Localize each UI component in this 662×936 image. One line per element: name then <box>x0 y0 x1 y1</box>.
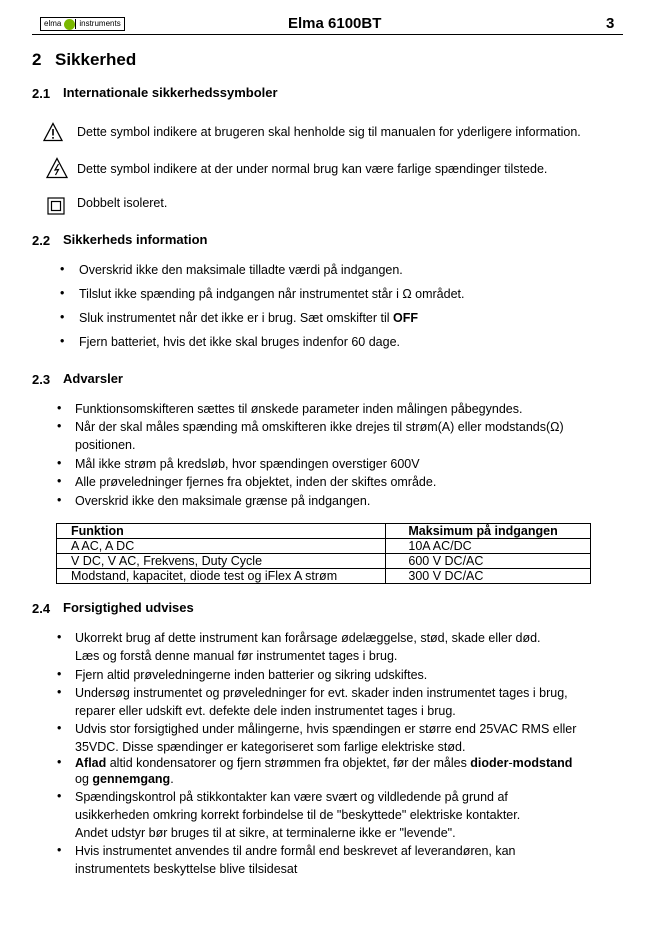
list-item-continuation: Læs og forstå denne manual før instrumentet tages i brug. <box>75 649 398 663</box>
period-text: . <box>170 772 174 786</box>
list-item-continuation: reparer eller udskift evt. defekte dele inden instrumentet tages i brug. <box>75 704 456 718</box>
list-item: Når der skal måles spænding må omskifteren ikke drejes til strøm(A) eller modstands(Ω) <box>75 420 564 434</box>
logo-text-instruments: instruments <box>75 19 123 29</box>
bullet-icon: • <box>57 474 62 488</box>
subsection-2-1-number: 2.1 <box>32 86 51 101</box>
bullet-icon: • <box>57 789 62 803</box>
subsection-2-1-title: Internationale sikkerhedssymboler <box>63 85 278 100</box>
table-row <box>57 569 591 584</box>
list-item: Fjern altid prøveledningerne inden batterier og sikring udskiftes. <box>75 668 428 682</box>
high-voltage-icon <box>46 157 68 184</box>
table-cell-function: Modstand, kapacitet, diode test og iFlex A strøm <box>57 569 386 584</box>
list-item-text: Sluk instrumentet når det ikke er i brug. Sæt omskifter til <box>79 311 394 325</box>
list-item: Mål ikke strøm på kredsløb, hvor spændingen overstiger 600V <box>75 457 420 471</box>
list-item-continuation: Andet udstyr bør bruges til at sikre, at terminalerne ikke er "levende". <box>75 826 456 840</box>
bullet-icon: • <box>60 334 65 348</box>
list-item-continuation: instrumentets beskyttelse blive tilsidesat <box>75 862 298 876</box>
list-item: Overskrid ikke den maksimale grænse på indgangen. <box>75 494 371 508</box>
list-item: Overskrid ikke den maksimale tilladte værdi på indgangen. <box>79 263 403 277</box>
bold-term: dioder <box>470 756 509 770</box>
leaf-icon <box>64 19 75 30</box>
subsection-2-3-number: 2.3 <box>32 372 51 387</box>
bullet-icon: • <box>57 843 62 857</box>
bullet-icon: • <box>60 262 65 276</box>
elma-logo <box>40 17 125 31</box>
page-number: 3 <box>606 15 615 32</box>
list-item: Fjern batteriet, hvis det ikke skal bruges indenfor 60 dage. <box>79 335 401 349</box>
symbol-desc-voltage: Dette symbol indikere at der under normal brug kan være farlige spændinger tilstede. <box>77 162 548 176</box>
table-row <box>57 554 591 569</box>
bold-term: Aflad <box>75 756 107 770</box>
dash-text: - <box>508 756 513 770</box>
list-item: Funktionsomskifteren sættes til ønskede parameter inden målingen påbegyndes. <box>75 402 523 416</box>
section-title: Sikkerhed <box>55 50 137 69</box>
table-header-function: Funktion <box>57 524 386 539</box>
bullet-icon: • <box>57 456 62 470</box>
list-item-continuation: usikkerheden omkring korrekt forbindelse til de "beskyttede" elektriske kontakter. <box>75 808 521 822</box>
off-label: OFF <box>393 311 419 325</box>
table-header-max: Maksimum på indgangen <box>386 524 591 539</box>
list-item <box>75 755 572 771</box>
subsection-2-4-title: Forsigtighed udvises <box>63 600 194 615</box>
list-item: Spændingskontrol på stikkontakter kan være svært og vildledende på grund af <box>75 790 508 804</box>
bullet-icon: • <box>57 667 62 681</box>
header-divider <box>32 34 623 35</box>
table-row <box>57 539 591 554</box>
list-item: Udvis stor forsigtighed under målingerne, hvis spændingen er større end 25VAC RMS eller <box>75 722 577 736</box>
warning-triangle-icon <box>43 122 63 147</box>
logo-text-elma: elma <box>41 19 64 29</box>
table-cell-function: V DC, V AC, Frekvens, Duty Cycle <box>57 554 386 569</box>
bullet-icon: • <box>60 310 65 324</box>
list-item-text: altid kondensatorer og fjern strømmen fra objektet, før der måles <box>106 756 471 770</box>
table-cell-max: 300 V DC/AC <box>386 569 591 584</box>
section-number: 2 <box>32 50 42 69</box>
table-header-row <box>57 524 591 539</box>
list-item: Tilslut ikke spænding på indgangen når instrumentet står i Ω området. <box>79 287 465 301</box>
list-item: Ukorrekt brug af dette instrument kan forårsage ødelæggelse, stød, skade eller død. <box>75 631 541 645</box>
bold-term: gennemgang <box>92 772 171 786</box>
symbol-desc-double-insulated: Dobbelt isoleret. <box>77 196 168 210</box>
bullet-icon: • <box>57 419 62 433</box>
double-insulation-icon <box>47 197 65 220</box>
bullet-icon: • <box>57 685 62 699</box>
document-title: Elma 6100BT <box>288 15 382 32</box>
subsection-2-4-number: 2.4 <box>32 601 51 616</box>
list-item <box>79 310 418 326</box>
input-limits-table <box>56 523 591 584</box>
list-item: Alle prøveledninger fjernes fra objektet, inden der skiftes område. <box>75 475 437 489</box>
bullet-icon: • <box>57 755 62 769</box>
subsection-2-3-title: Advarsler <box>63 371 123 386</box>
list-item-continuation <box>75 771 174 787</box>
bold-term: modstand <box>512 756 573 770</box>
list-item: Hvis instrumentet anvendes til andre formål end beskrevet af leverandøren, kan <box>75 844 516 858</box>
symbol-desc-manual: Dette symbol indikere at brugeren skal henholde sig til manualen for yderligere information. <box>77 125 581 139</box>
bullet-icon: • <box>60 286 65 300</box>
table-cell-max: 10A AC/DC <box>386 539 591 554</box>
subsection-2-2-title: Sikkerheds information <box>63 232 208 247</box>
subsection-2-2-number: 2.2 <box>32 233 51 248</box>
bullet-icon: • <box>57 401 62 415</box>
bullet-icon: • <box>57 721 62 735</box>
list-item-continuation: 35VDC. Disse spændinger er kategoriseret som farlige elektriske stød. <box>75 740 466 754</box>
list-item-text: og <box>75 772 93 786</box>
table-cell-max: 600 V DC/AC <box>386 554 591 569</box>
list-item: Undersøg instrumentet og prøveledninger for evt. skader inden instrumentet tages i brug, <box>75 686 568 700</box>
bullet-icon: • <box>57 630 62 644</box>
list-item-continuation: positionen. <box>75 438 136 452</box>
bullet-icon: • <box>57 493 62 507</box>
table-cell-function: A AC, A DC <box>57 539 386 554</box>
